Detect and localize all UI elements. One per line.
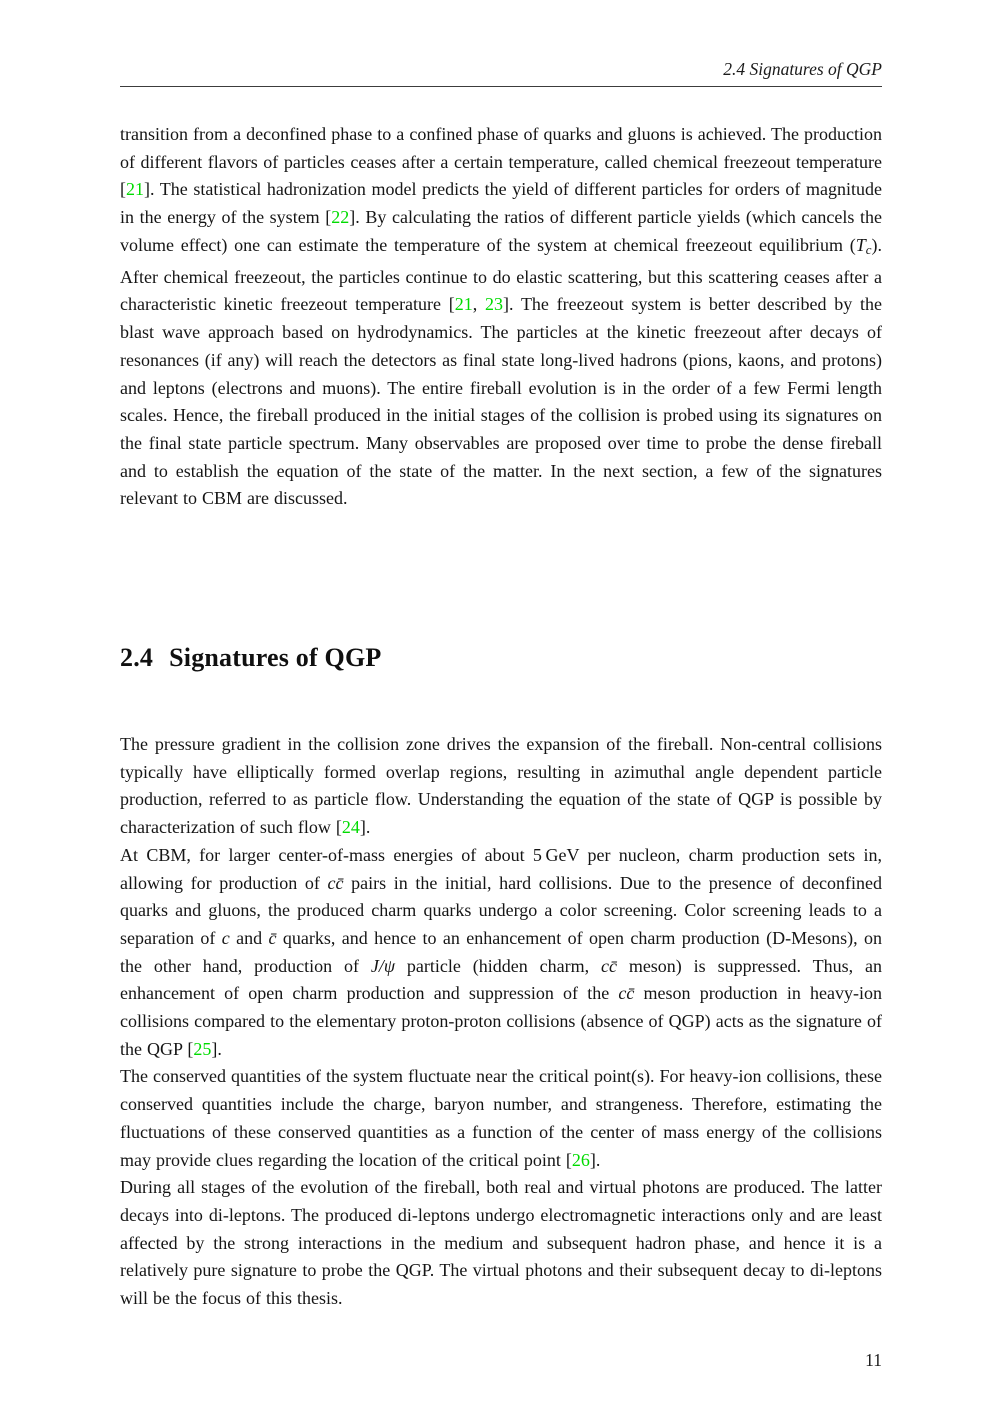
text-run: , xyxy=(472,294,486,315)
text-run: ]. The statistical hadronization model predicts the yield of different particles for orders of magnitude in the energy of the system [ xyxy=(120,179,882,228)
section-title: Signatures of QGP xyxy=(169,643,382,672)
text-run: ]. xyxy=(211,1038,222,1059)
citation-link[interactable]: 26 xyxy=(571,1149,590,1170)
text-run: transition from a deconfined phase to a confined phase of quarks and gluons is achieved. The production of different flavors of particles ceases after a certain temperature, called chemical freezeout temperature [ xyxy=(120,124,882,200)
citation-link[interactable]: 21 xyxy=(454,294,473,315)
running-header: 2.4 Signatures of QGP xyxy=(723,59,882,79)
body-text-block-main xyxy=(120,731,882,1313)
citation-link[interactable]: 23 xyxy=(485,294,504,315)
text-run: and xyxy=(229,927,269,948)
header-rule xyxy=(120,86,882,87)
section-number: 2.4 xyxy=(120,643,154,672)
body-text-block-top xyxy=(120,121,882,513)
math-inline: c xyxy=(221,927,230,948)
citation-link[interactable]: 22 xyxy=(331,207,350,228)
text-run: particle (hidden charm, xyxy=(395,955,601,976)
text-run: ). After chemical freezeout, the particles continue to do elastic scattering, but this scattering ceases after a characteristic kinetic freezeout temperature [ xyxy=(120,234,882,315)
paragraph xyxy=(120,121,882,513)
text-run: During all stages of the evolution of the fireball, both real and virtual photons are produced. The latter decays into di-leptons. The produced di-leptons undergo electromagnetic interactions only and are least affected by the strong interactions in the medium and subsequent hadron phase, and hence it is a relatively pure signature to probe the QGP. The virtual photons and their subsequent decay to di-leptons will be the focus of this thesis. xyxy=(120,1177,882,1309)
math-inline: cc̄ xyxy=(618,983,635,1004)
text-run: ]. xyxy=(359,817,371,838)
text-run: The conserved quantities of the system fluctuate near the critical point(s). For heavy-ion collisions, these conserved quantities include the charge, baryon number, and strangeness. Therefore, estimating the fluctuations of these conserved quantities as a function of the center of mass energy of the collisions may provide clues regarding the location of the critical point [ xyxy=(120,1066,882,1170)
text-run: ]. The freezeout system is better described by the blast wave approach based on hydrodynamics. The particles at the kinetic freezeout after decays of resonances (if any) will reach the detectors as final state long-lived hadrons (pions, kaons, and protons) and leptons (electrons and muons). The entire fireball evolution is in the order of a few Fermi length scales. Hence, the fireball produced in the initial stages of the collision is probed using its signatures on the final state particle spectrum. Many observables are proposed over time to probe the dense fireball and to establish the equation of the state of the matter. In the next section, a few of the signatures relevant to CBM are discussed. xyxy=(120,294,883,509)
math-inline: cc̄ xyxy=(600,955,617,976)
text-run: pairs in the initial, hard collisions. Due to the presence of deconfined quarks and gluons, the produced charm quarks undergo a color screening. Color screening leads to a separation of xyxy=(120,872,882,948)
math-inline: T xyxy=(855,234,866,255)
text-run: The pressure gradient in the collision zone drives the expansion of the fireball. Non-central collisions typically have elliptically formed overlap regions, resulting in azimuthal angle dependent particle production, referred to as particle flow. Understanding the equation of the state of QGP is possible by characterization of such flow [ xyxy=(120,734,882,838)
math-inline: c̄ xyxy=(268,927,277,948)
citation-link[interactable]: 21 xyxy=(126,179,144,200)
text-run: ]. xyxy=(589,1149,601,1170)
citation-link[interactable]: 24 xyxy=(341,817,360,838)
math-inline: c xyxy=(865,242,872,258)
text-run: meson production in heavy-ion collisions compared to the elementary proton-proton collisions (absence of QGP) acts as the signature of the QGP [ xyxy=(120,983,882,1059)
paragraph xyxy=(120,1174,882,1313)
page-number: 11 xyxy=(865,1350,882,1370)
paragraph xyxy=(120,1063,882,1174)
paragraph xyxy=(120,842,882,1064)
math-inline: J/ψ xyxy=(370,955,396,976)
text-run: At CBM, for larger center-of-mass energies of about 5 GeV per nucleon, charm production sets in, allowing for production of xyxy=(120,844,882,893)
text-run: quarks, and hence to an enhancement of open charm production (D-Mesons), on the other hand, production of xyxy=(120,927,883,976)
citation-link[interactable]: 25 xyxy=(193,1038,212,1059)
text-run: ]. By calculating the ratios of different particle yields (which cancels the volume effect) one can estimate the temperature of the system at chemical freezeout equilibrium ( xyxy=(120,207,882,255)
paragraph xyxy=(120,731,882,842)
math-inline: cc̄ xyxy=(327,872,344,893)
section-heading xyxy=(120,642,882,674)
text-run: meson) is suppressed. Thus, an enhancement of open charm production and suppression of the xyxy=(120,955,882,1004)
